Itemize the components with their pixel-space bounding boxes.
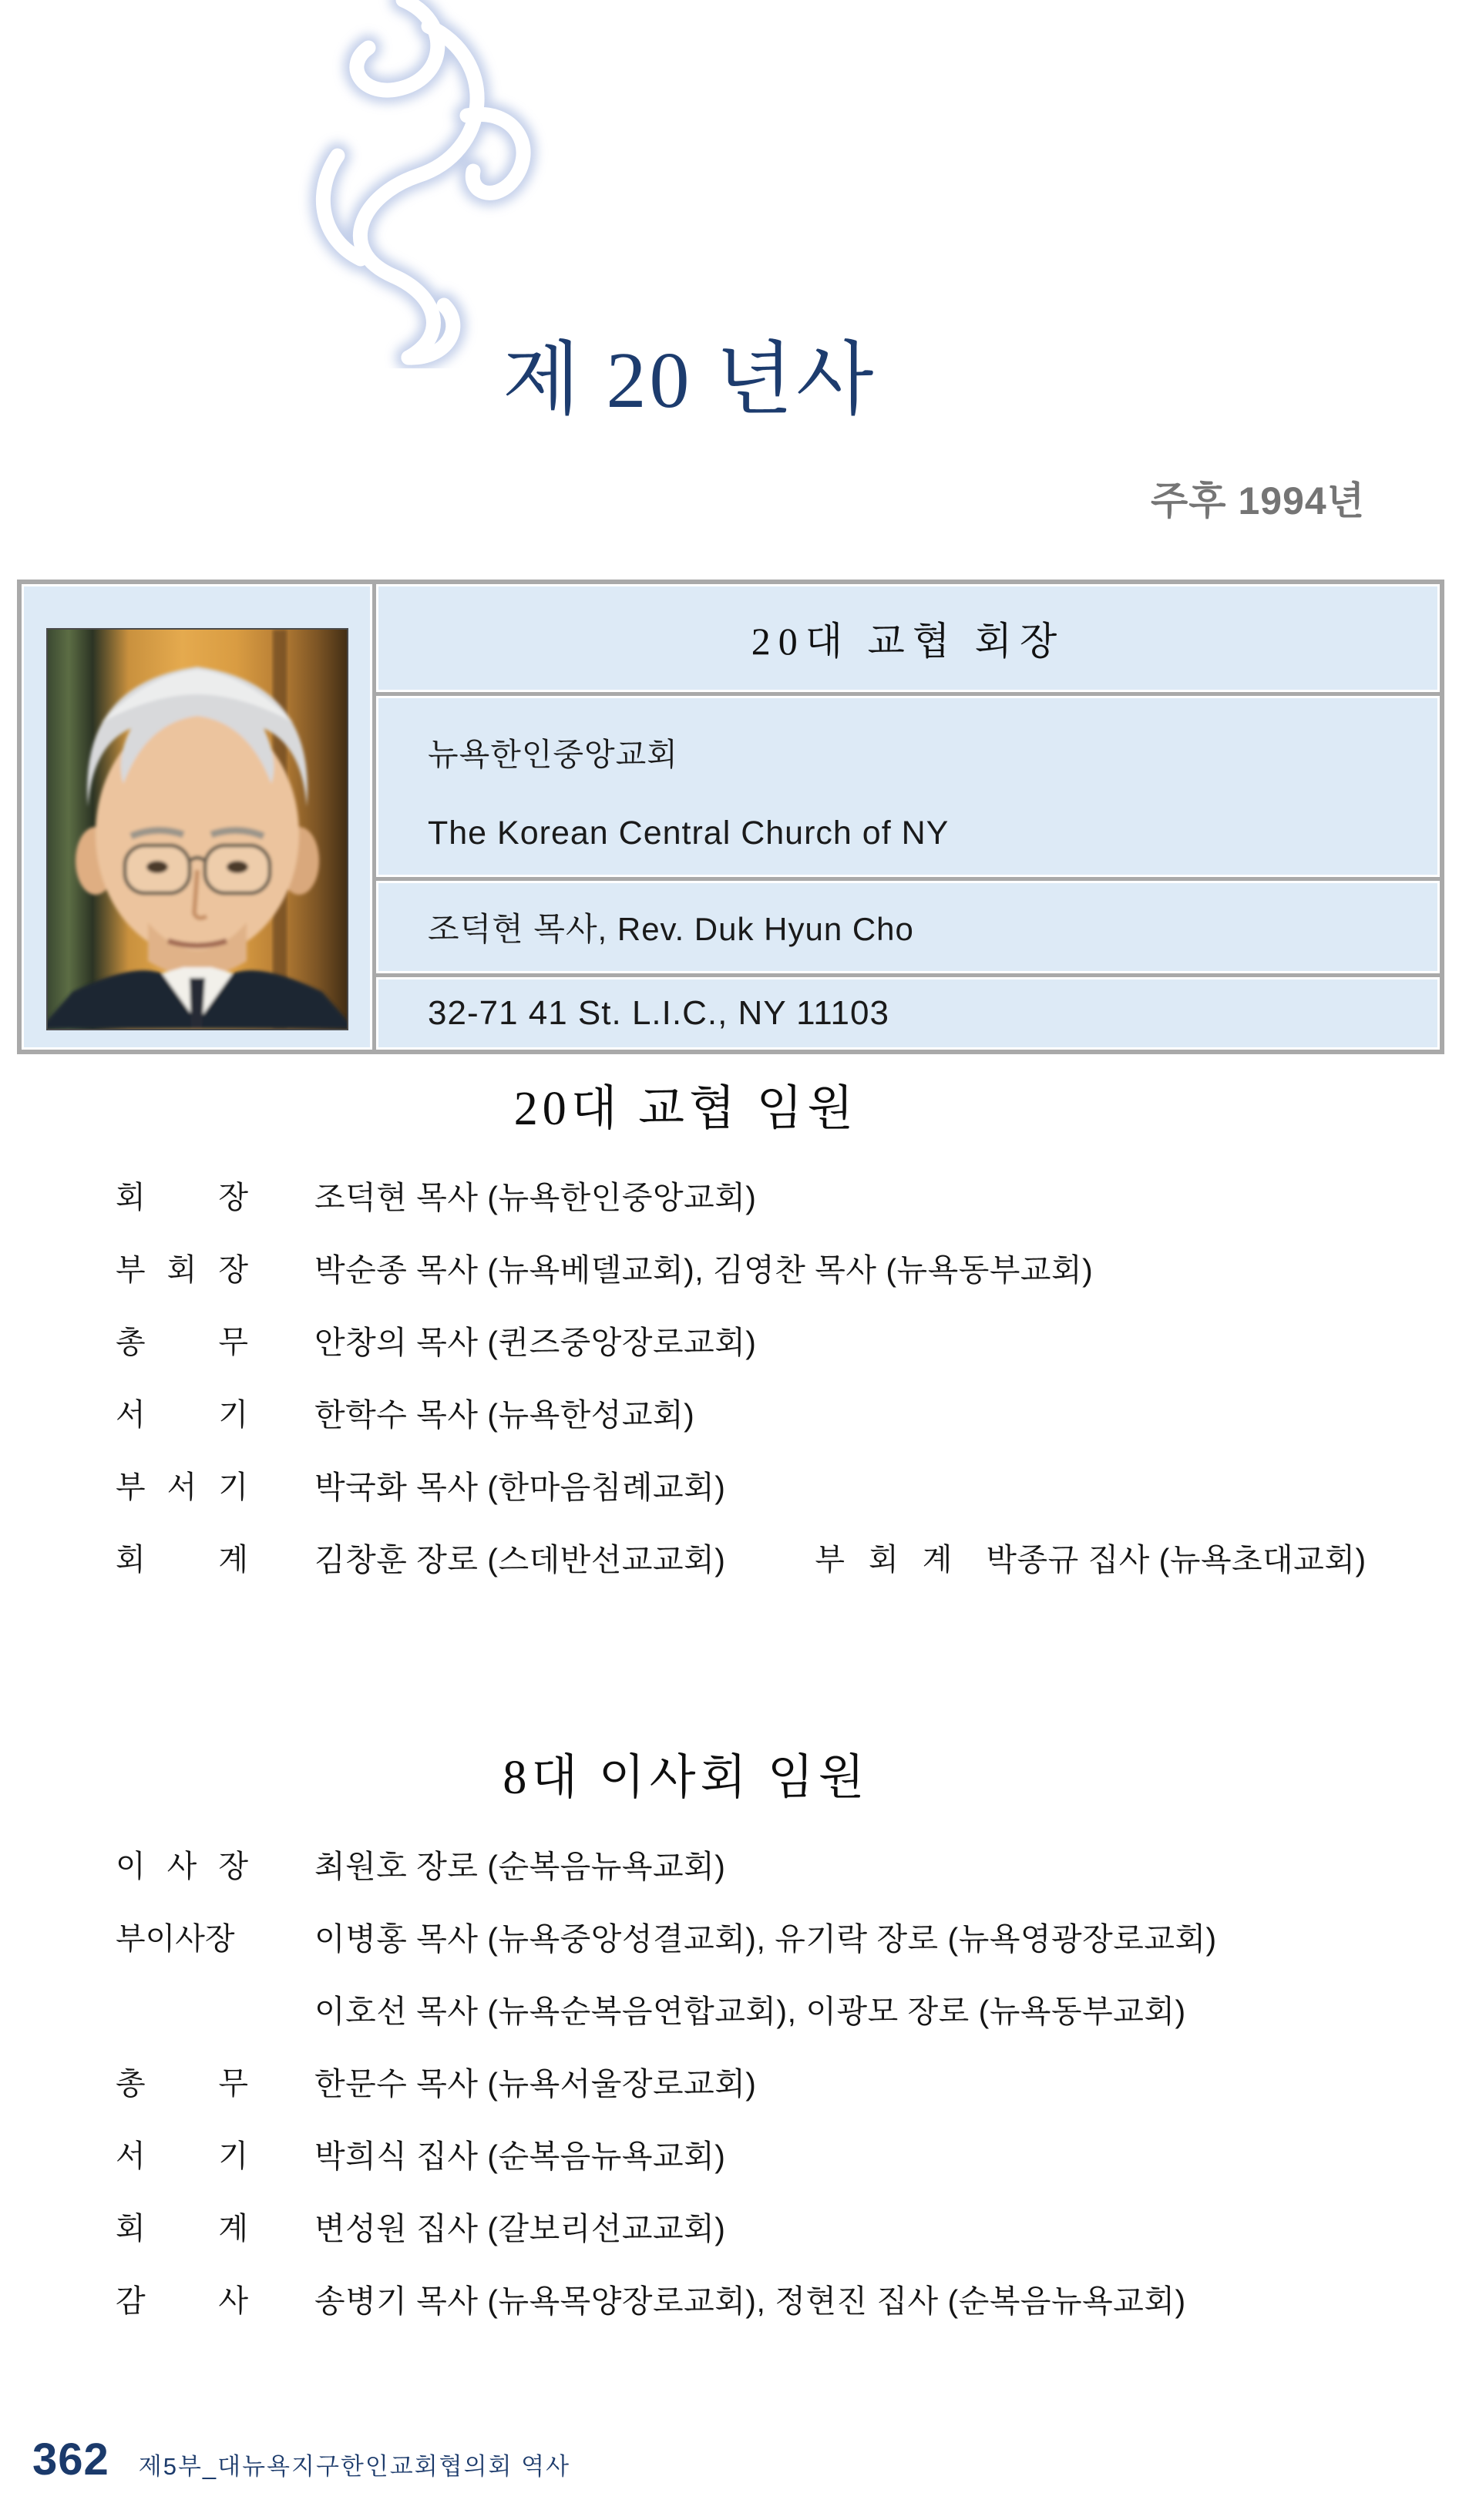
officer-names: 박순종 목사 (뉴욕베델교회), 김영찬 목사 (뉴욕동부교회) — [314, 1252, 1094, 1288]
officer-role-label: 회 계 — [116, 2211, 248, 2246]
photo-cell — [22, 584, 372, 1050]
officer-role-label-2: 부 회 계 — [815, 1542, 953, 1577]
year-label: 주후 1994년 — [1150, 479, 1365, 522]
officer-row — [116, 1520, 1372, 1593]
church-name-korean: 뉴욕한인중앙교회 — [428, 737, 678, 772]
officer-row — [116, 2262, 1372, 2334]
officer-row — [116, 2045, 1372, 2117]
president-profile-card — [17, 580, 1444, 1054]
officer-names: 변성원 집사 (갈보리선교교회) — [314, 2210, 726, 2246]
church-name-english: The Korean Central Church of NY — [428, 815, 950, 852]
officer-names: 박희식 집사 (순복음뉴욕교회) — [314, 2138, 726, 2174]
officer-names: 한학수 목사 (뉴욕한성교회) — [314, 1396, 695, 1433]
officer-row — [116, 1158, 1372, 1231]
cloud-swirl-icon — [245, 0, 556, 368]
pastor-name-cell — [376, 881, 1440, 973]
officer-role-label: 총 무 — [116, 1325, 248, 1359]
address-cell — [376, 977, 1440, 1050]
church-address: 32-71 41 St. L.I.C., NY 11103 — [428, 994, 889, 1032]
officer-names: 김창훈 장로 (스데반선교교회) — [314, 1541, 726, 1578]
officer-row — [116, 1231, 1372, 1303]
officer-role-label: 총 무 — [116, 2066, 248, 2101]
page-footer — [32, 2434, 570, 2485]
officer-rows — [0, 1827, 1372, 2334]
officer-row — [116, 2189, 1372, 2262]
officer-role-label: 감 사 — [116, 2283, 248, 2318]
president-portrait-photo — [46, 628, 348, 1030]
officer-role-label: 서 기 — [116, 1397, 248, 1432]
officer-row — [116, 1303, 1372, 1376]
page-number: 362 — [32, 2434, 109, 2485]
officer-row — [116, 2117, 1372, 2189]
officer-row — [116, 1972, 1372, 2045]
officer-row — [116, 1827, 1372, 1900]
officer-names: 조덕현 목사 (뉴욕한인중앙교회) — [314, 1179, 757, 1215]
officer-role-label: 부 서 기 — [116, 1470, 248, 1504]
portrait-illustration — [48, 630, 347, 1029]
ornament-flourish — [245, 0, 556, 368]
officer-names: 한문수 목사 (뉴욕서울장로교회) — [314, 2065, 757, 2102]
officer-section — [0, 1070, 1372, 1593]
officer-names: 최원호 장로 (순복음뉴욕교회) — [314, 1848, 726, 1884]
book-title: 제5부_대뉴욕지구한인교회협의회 역사 — [138, 2453, 571, 2480]
officer-role-label: 부 회 장 — [116, 1252, 248, 1287]
officer-rows — [0, 1158, 1372, 1593]
officer-row — [116, 1448, 1372, 1520]
officer-names: 송병기 목사 (뉴욕목양장로교회), 정현진 집사 (순복음뉴욕교회) — [314, 2283, 1186, 2319]
officer-role-label: 서 기 — [116, 2139, 248, 2173]
officer-names: 안창의 목사 (퀸즈중앙장로교회) — [314, 1324, 757, 1360]
officer-role-label: 부이사장 — [116, 1921, 235, 1956]
officer-names: 이병홍 목사 (뉴욕중앙성결교회), 유기락 장로 (뉴욕영광장로교회) — [314, 1920, 1217, 1957]
officer-row — [116, 1376, 1372, 1448]
section-title: 8대 이사회 임원 — [503, 1752, 869, 1804]
officer-section — [0, 1739, 1372, 2334]
pastor-name: 조덕현 목사, Rev. Duk Hyun Cho — [428, 911, 914, 947]
section-title: 20대 교협 임원 — [513, 1083, 859, 1135]
church-name-cell — [376, 696, 1440, 877]
officer-names-2: 박종규 집사 (뉴욕초대교회) — [986, 1541, 1367, 1578]
page-title: 제 20 년사 — [503, 335, 877, 425]
officer-names: 박국화 목사 (한마음침례교회) — [314, 1469, 726, 1505]
officer-row — [116, 1900, 1372, 1972]
profile-card-header: 20대 교협 회장 — [376, 584, 1440, 692]
officer-role-label: 이 사 장 — [116, 1849, 248, 1883]
officer-role-label: 회 장 — [116, 1180, 248, 1215]
officer-names: 이호선 목사 (뉴욕순복음연합교회), 이광모 장로 (뉴욕동부교회) — [314, 1993, 1186, 2029]
officer-role-label: 회 계 — [116, 1542, 248, 1577]
